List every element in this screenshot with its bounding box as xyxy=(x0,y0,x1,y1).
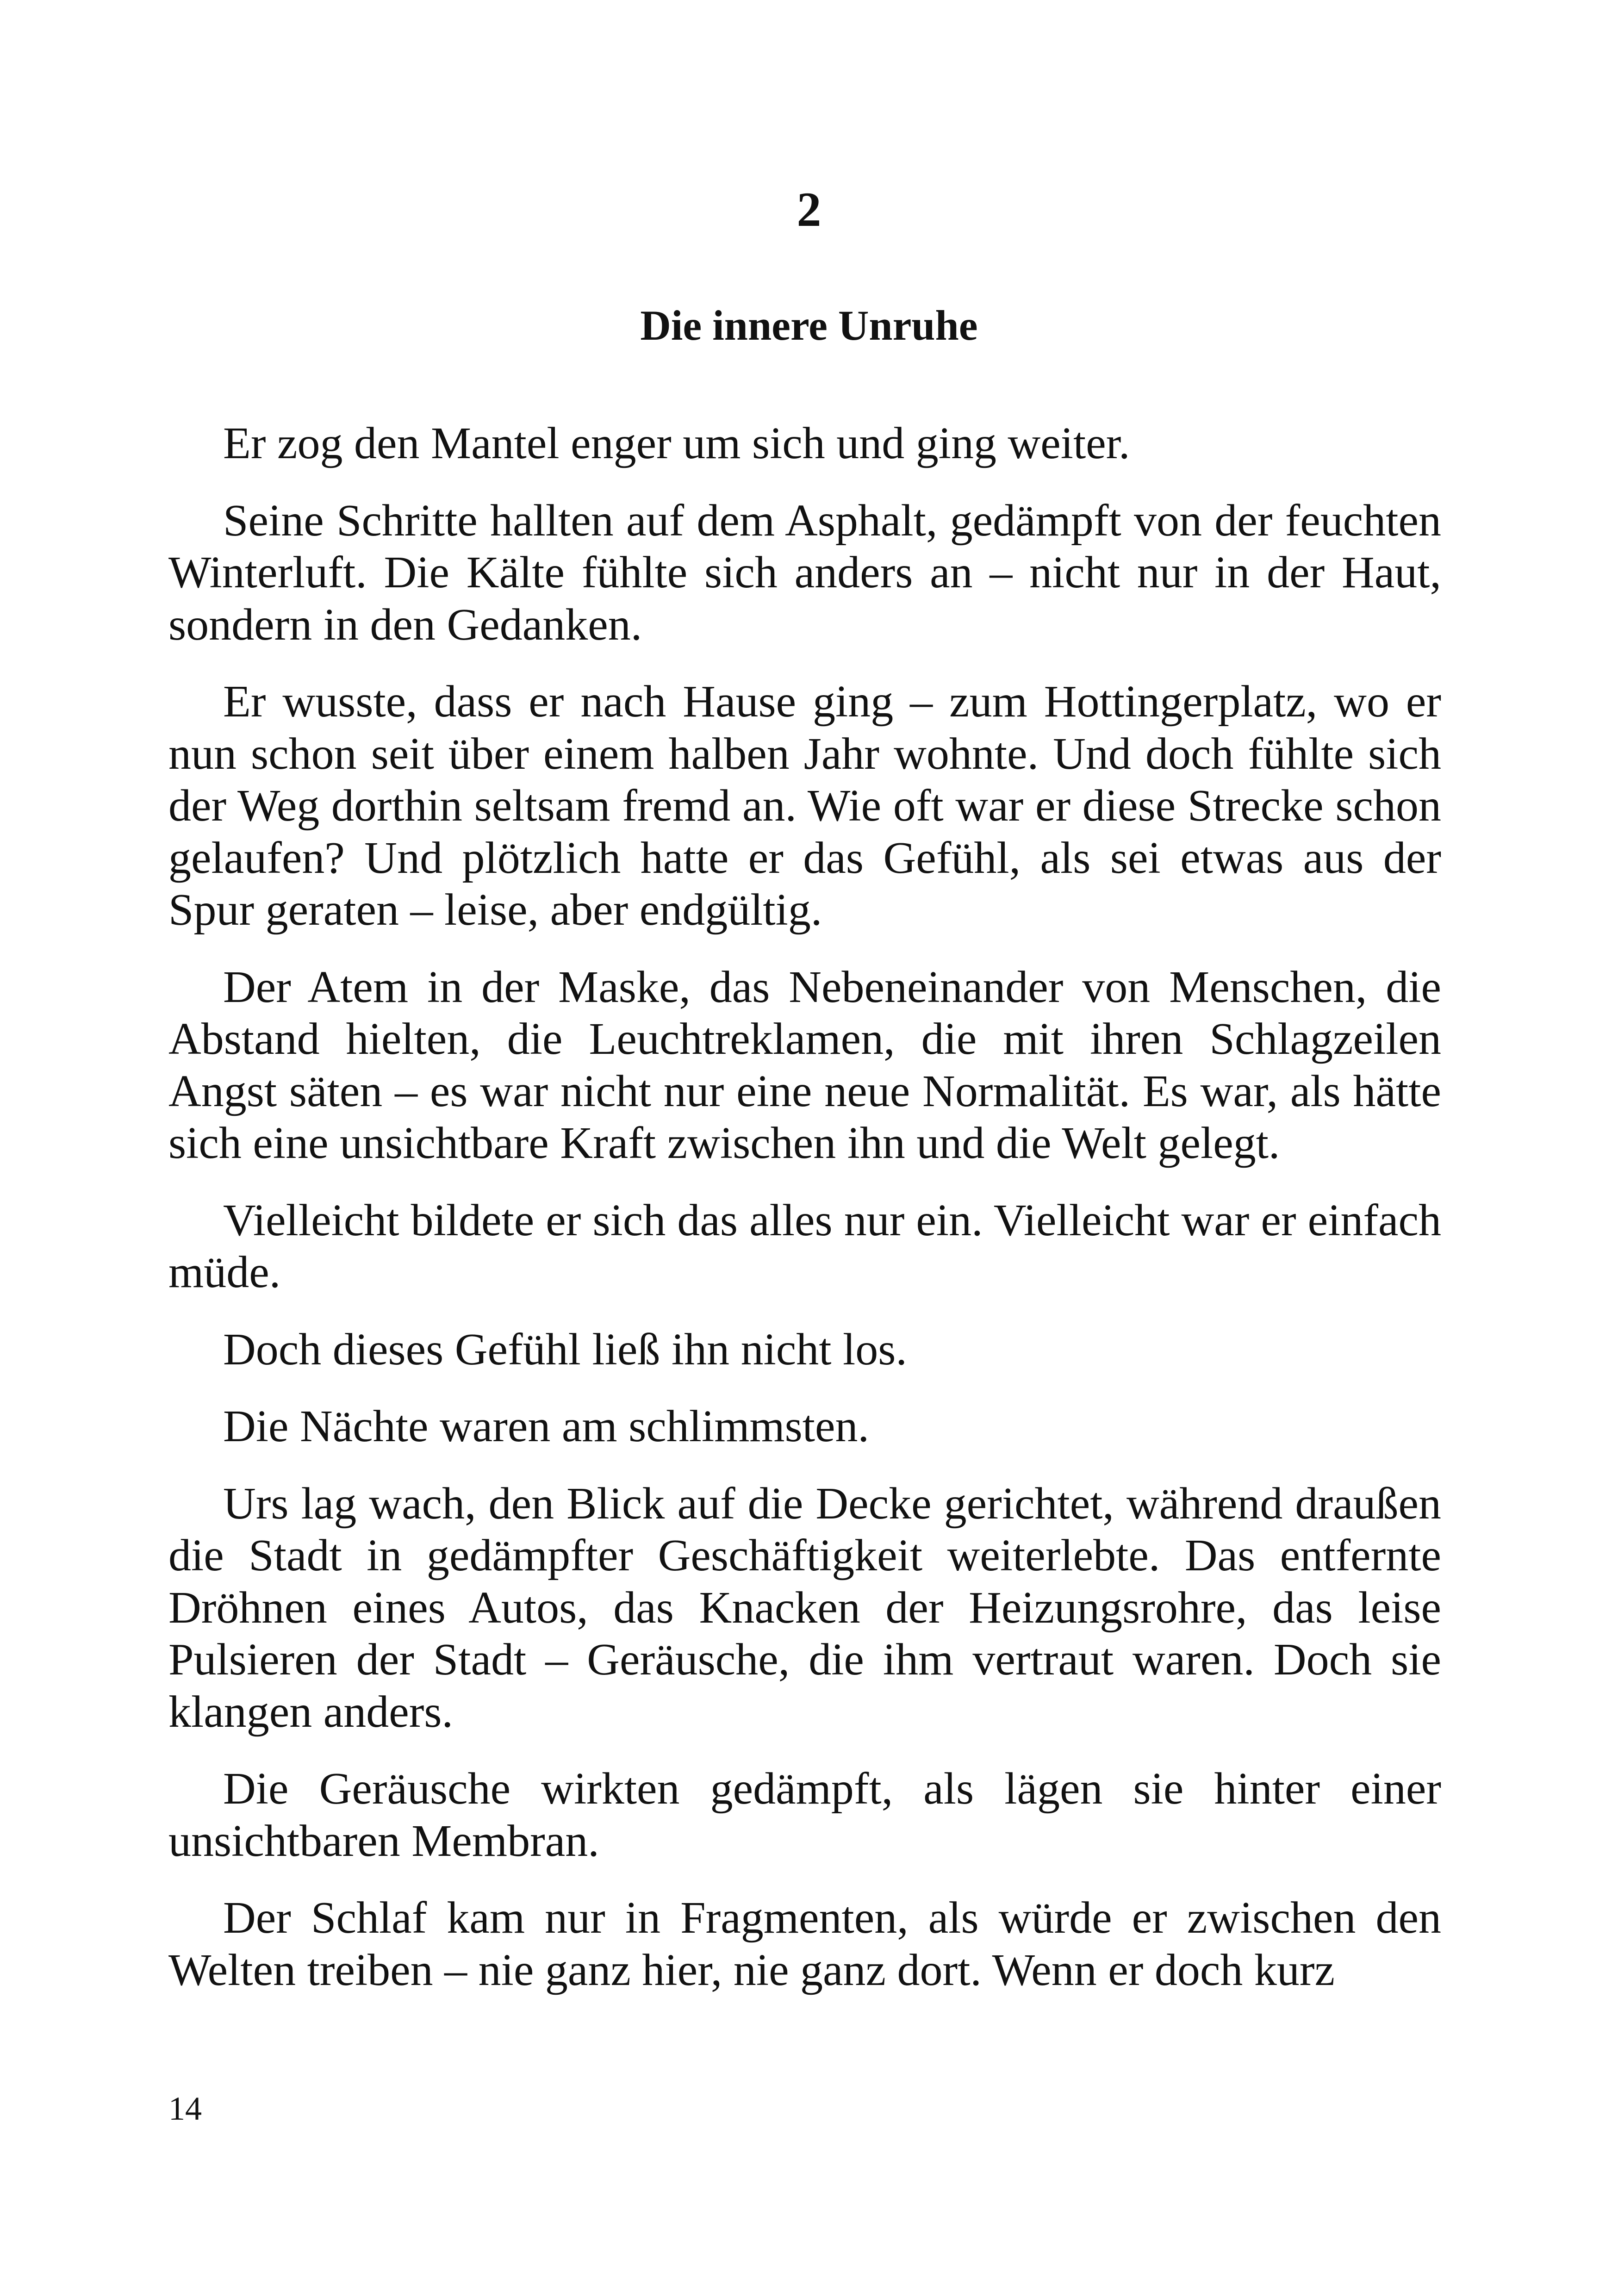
paragraph: Die Nächte waren am schlimmsten. xyxy=(223,1401,870,1451)
chapter-title: Die innere Unruhe xyxy=(640,302,978,349)
page-number: 14 xyxy=(168,2090,202,2127)
paragraph: Die Geräusche wirkten gedämpft, als lägen sie hinter einer unsichtbaren Membran. xyxy=(168,1764,1441,1866)
chapter-number: 2 xyxy=(797,182,821,236)
paragraph: Seine Schritte hallten auf dem Asphalt, gedämpft von der feuchten Winterluft. Die Kälte fühlte sich anders an – nicht nur in der Haut, sondern in den Gedanken. xyxy=(168,495,1441,650)
chapter-body xyxy=(168,417,1441,2021)
paragraph: Vielleicht bildete er sich das alles nur ein. Vielleicht war er einfach müde. xyxy=(168,1195,1441,1297)
paragraph: Urs lag wach, den Blick auf die Decke gerichtet, während draußen die Stadt in gedämpfter Geschäftigkeit weiterlebte. Das entfernte Dröhnen eines Autos, das Knacken der Heizungsrohre, das leise Pulsieren der Stadt – Geräusche, die ihm vertraut waren. Doch sie klangen anders. xyxy=(168,1478,1441,1737)
paragraph: Er wusste, dass er nach Hause ging – zum Hottingerplatz, wo er nun schon seit über einem halben Jahr wohnte. Und doch fühlte sich der Weg dorthin seltsam fremd an. Wie oft war er diese Strecke schon gelaufen? Und plötzlich hatte er das Gefühl, als sei etwas aus der Spur geraten – leise, aber endgültig. xyxy=(168,677,1441,935)
paragraph: Er zog den Mantel enger um sich und ging weiter. xyxy=(223,418,1130,468)
paragraph: Der Schlaf kam nur in Fragmenten, als würde er zwischen den Welten treiben – nie ganz hier, nie ganz dort. Wenn er doch kurz xyxy=(168,1893,1441,1995)
paragraph: Der Atem in der Maske, das Nebeneinander von Menschen, die Abstand hielten, die Leuchtreklamen, die mit ihren Schlagzeilen Angst säten – es war nicht nur eine neue Normalität. Es war, als hätte sich eine unsichtbare Kraft zwischen ihn und die Welt gelegt. xyxy=(168,962,1441,1168)
paragraph: Doch dieses Gefühl ließ ihn nicht los. xyxy=(223,1324,907,1375)
